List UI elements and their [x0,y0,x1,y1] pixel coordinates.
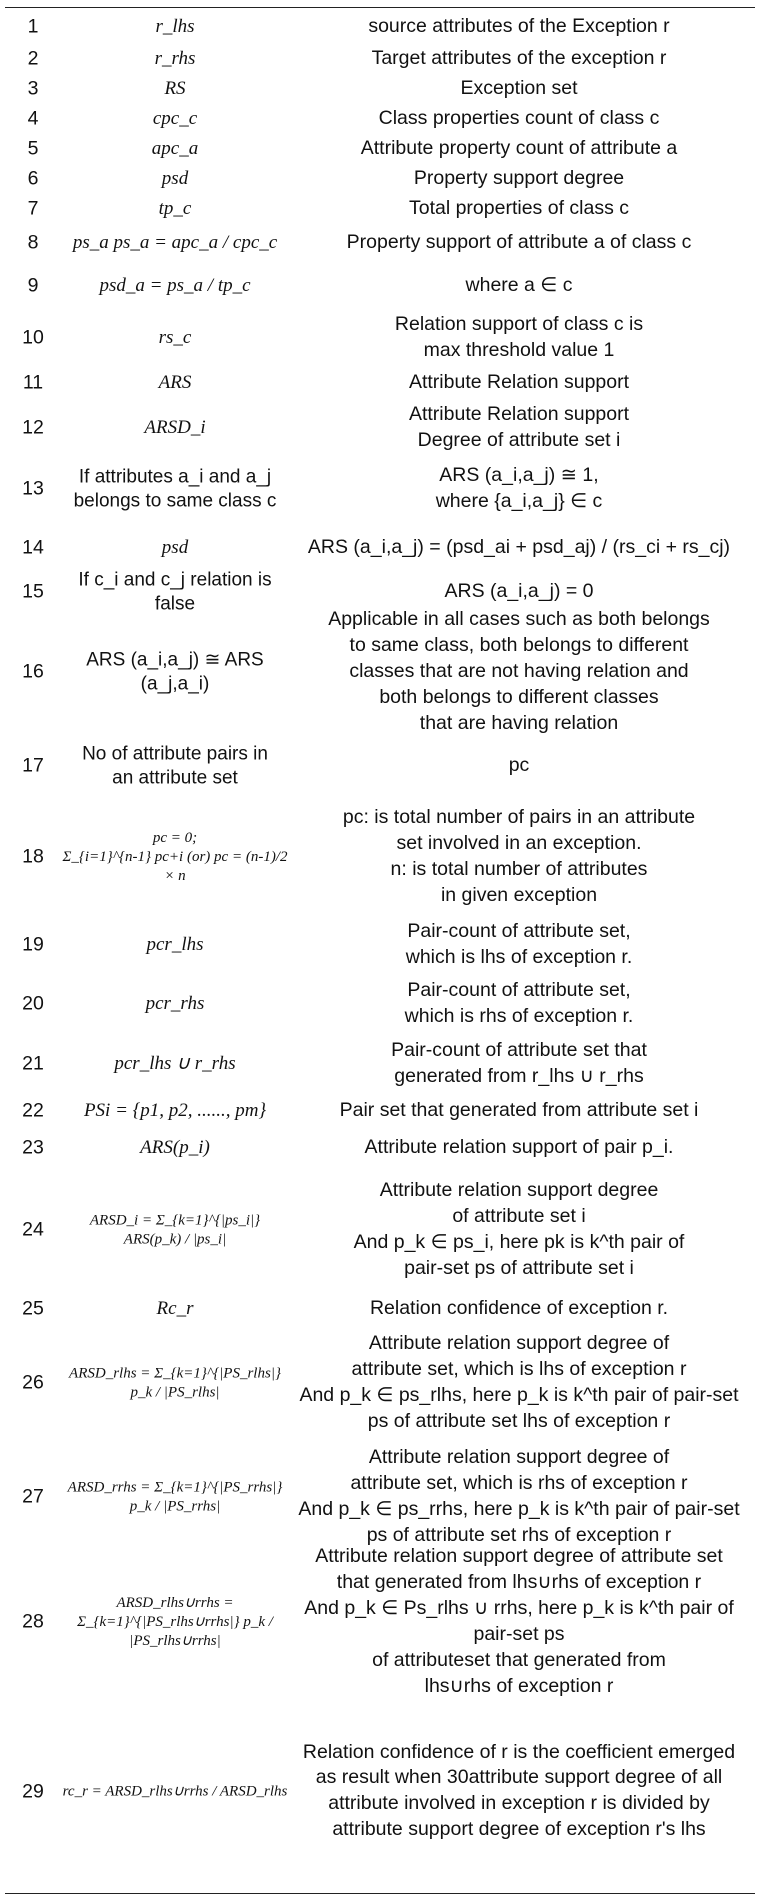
description-cell: ARS (a_i,a_j) = (psd_ai + psd_aj) / (rs_ci + rs_cj) [307,536,731,559]
row-number: 3 [27,77,39,100]
table-row [0,916,757,974]
symbol-cell: ps_a ps_a = apc_a / cpc_c [72,232,278,254]
row-number: 12 [22,416,44,439]
table-row [0,1168,757,1292]
description-cell: Attribute relation support degree of attribute set i And p_k ∈ ps_i, here pk is k^th pair of pair-set ps of attribute set i [353,1179,685,1279]
row-number: 4 [27,107,39,130]
row-number: 29 [22,1780,44,1802]
description-cell: Attribute relation support degree of attribute set that generated from lhs∪rhs of exception r And p_k ∈ Ps_rlhs ∪ rrhs, here p_k is k^th pair of pair-set ps of attributeset that generated from lhs∪rhs of exception r [304,1545,734,1697]
description-cell: pc: is total number of pairs in an attribute set involved in an exception. n: is total number of attributes in given exception [342,806,696,906]
row-number: 10 [22,326,44,349]
table-row [0,104,757,134]
symbol-cell: pcr_lhs ∪ r_rhs [114,1053,236,1075]
description-cell: Relation confidence of exception r. [369,1297,669,1320]
symbol-cell: PSi = {p1, p2, ......, pm} [83,1100,267,1122]
row-number: 24 [22,1218,44,1241]
description-cell: Total properties of class c [408,197,629,220]
description-cell: ARS (a_i,a_j) ≅ 1, where {a_i,a_j} ∈ c [435,464,603,512]
table-bottom-rule [5,1893,755,1894]
table-row [0,522,757,574]
symbol-cell: psd [161,537,189,559]
symbol-cell: apc_a [151,138,199,160]
symbol-cell: ARS (a_i,a_j) ≅ ARS (a_j,a_i) [86,649,264,694]
symbol-cell: pc = 0; Σ_{i=1}^{n-1} pc+i (or) pc = (n-1)/2 × n [62,829,288,884]
symbol-cell: psd [161,168,189,190]
description-cell: Property support of attribute a of class c [346,231,692,254]
row-number: 14 [22,536,44,559]
symbol-cell: cpc_c [152,108,198,130]
row-number: 7 [27,197,39,220]
row-number: 26 [22,1371,44,1394]
row-number: 19 [22,933,44,956]
table-row [0,1545,757,1697]
row-number: 15 [22,580,44,603]
row-number: 28 [22,1610,44,1633]
symbol-cell: ARSD_rlhs∪rrhs = Σ_{k=1}^{|PS_rlhs∪rrhs|} p_k / |PS_rlhs∪rrhs| [77,1594,273,1649]
row-number: 2 [27,47,39,70]
symbol-cell: pcr_lhs [146,934,204,956]
table-row [0,569,757,614]
row-number: 9 [27,274,39,297]
table-row [0,1326,757,1440]
table-row [0,310,757,366]
table-row [0,734,757,798]
symbol-cell: Rc_r [156,1298,194,1320]
row-number: 1 [27,15,39,38]
row-number: 17 [22,754,44,777]
description-cell: Exception set [460,77,578,100]
symbol-cell: ARSD_i [144,417,206,439]
table-row [0,224,757,262]
row-number: 20 [22,992,44,1015]
description-cell: Attribute relation support degree of attribute set, which is lhs of exception r And p_k ∈ ps_rlhs, here p_k is k^th pair of pair-set ps of attribute set lhs of exception r [299,1332,739,1432]
symbol-cell: No of attribute pairs in an attribute set [82,743,268,788]
description-cell: Pair-count of attribute set, which is lhs of exception r. [405,920,633,968]
table-row [0,1094,757,1128]
symbol-cell: rc_r = ARSD_rlhs∪rrhs / ARSD_rlhs [62,1783,288,1800]
symbol-cell: ARSD_rlhs = Σ_{k=1}^{|PS_rlhs|} p_k / |PS_rlhs| [69,1365,281,1400]
row-number: 27 [22,1485,44,1508]
table-row [0,400,757,456]
row-number: 22 [22,1099,44,1122]
symbol-cell: r_lhs [155,16,195,38]
symbol-cell: rs_c [158,327,192,349]
table-row [0,1128,757,1168]
row-number: 13 [22,477,44,500]
table-row [0,1034,757,1094]
description-cell: pc [508,754,530,777]
table-row [0,974,757,1034]
description-cell: where a ∈ c [465,274,573,297]
description-cell: ARS (a_i,a_j) = 0 [444,580,594,603]
table-row [0,194,757,224]
description-cell: Pair-count of attribute set, which is rhs of exception r. [404,979,634,1027]
row-number: 25 [22,1297,44,1320]
table-row [0,164,757,194]
description-cell: Pair set that generated from attribute set i [339,1099,699,1122]
table-row [0,798,757,916]
row-number: 8 [27,231,39,254]
table-row [0,1440,757,1554]
symbol-cell: tp_c [158,198,192,220]
row-number: 16 [22,660,44,683]
table-row [0,366,757,400]
symbol-cell: ARS(p_i) [140,1137,210,1159]
symbol-cell: psd_a = ps_a / tp_c [99,275,251,297]
description-cell: Applicable in all cases such as both belongs to same class, both belongs to different classes that are not having relation and both belongs to different classes that are having relation [328,608,710,734]
row-number: 18 [22,845,44,868]
table-row [0,134,757,164]
table-row [0,44,757,74]
description-cell: Pair-count of attribute set that generated from r_lhs ∪ r_rhs [391,1039,647,1087]
symbol-cell: ARSD_i = Σ_{k=1}^{|ps_i|} ARS(p_k) / |ps_i| [89,1212,261,1247]
description-cell: Attribute relation support degree of attribute set, which is rhs of exception r And p_k ∈ ps_rrhs, here p_k is k^th pair of pair-set ps of attribute set rhs of exception r [298,1446,740,1546]
row-number: 23 [22,1136,44,1159]
table-row [0,10,757,44]
row-number: 5 [27,137,39,160]
description-cell: Attribute Relation support Degree of attribute set i [408,403,630,451]
description-cell: Property support degree [413,167,625,190]
symbol-cell: RS [164,78,186,100]
table-row [0,1690,757,1893]
symbol-cell: If c_i and c_j relation is false [78,569,272,614]
description-cell: Attribute relation support of pair p_i. [364,1136,674,1159]
table-row [0,74,757,104]
symbol-cell: If attributes a_i and a_j belongs to same class c [73,466,277,511]
symbol-cell: r_rhs [154,48,196,70]
description-cell: source attributes of the Exception r [368,15,670,38]
symbol-cell: ARSD_rrhs = Σ_{k=1}^{|PS_rrhs|} p_k / |PS_rrhs| [67,1479,283,1514]
row-number: 6 [27,167,39,190]
description-cell: Attribute property count of attribute a [360,137,678,160]
description-cell: Attribute Relation support [408,371,630,394]
row-number: 11 [22,371,44,394]
table-row [0,456,757,522]
row-number: 21 [22,1052,44,1075]
description-cell: Relation support of class c is max threshold value 1 [394,313,644,361]
table-row [0,1292,757,1326]
description-cell: Relation confidence of r is the coefficient emerged as result when 30attribute support degree of all attribute involved in exception r is divided by attribute support degree of exception r's lhs [302,1740,736,1841]
table-row [0,610,757,734]
symbol-cell: pcr_rhs [145,993,205,1015]
table-row [0,262,757,310]
description-cell: Class properties count of class c [378,107,660,130]
symbol-cell: ARS [158,372,192,394]
description-cell: Target attributes of the exception r [371,47,667,70]
